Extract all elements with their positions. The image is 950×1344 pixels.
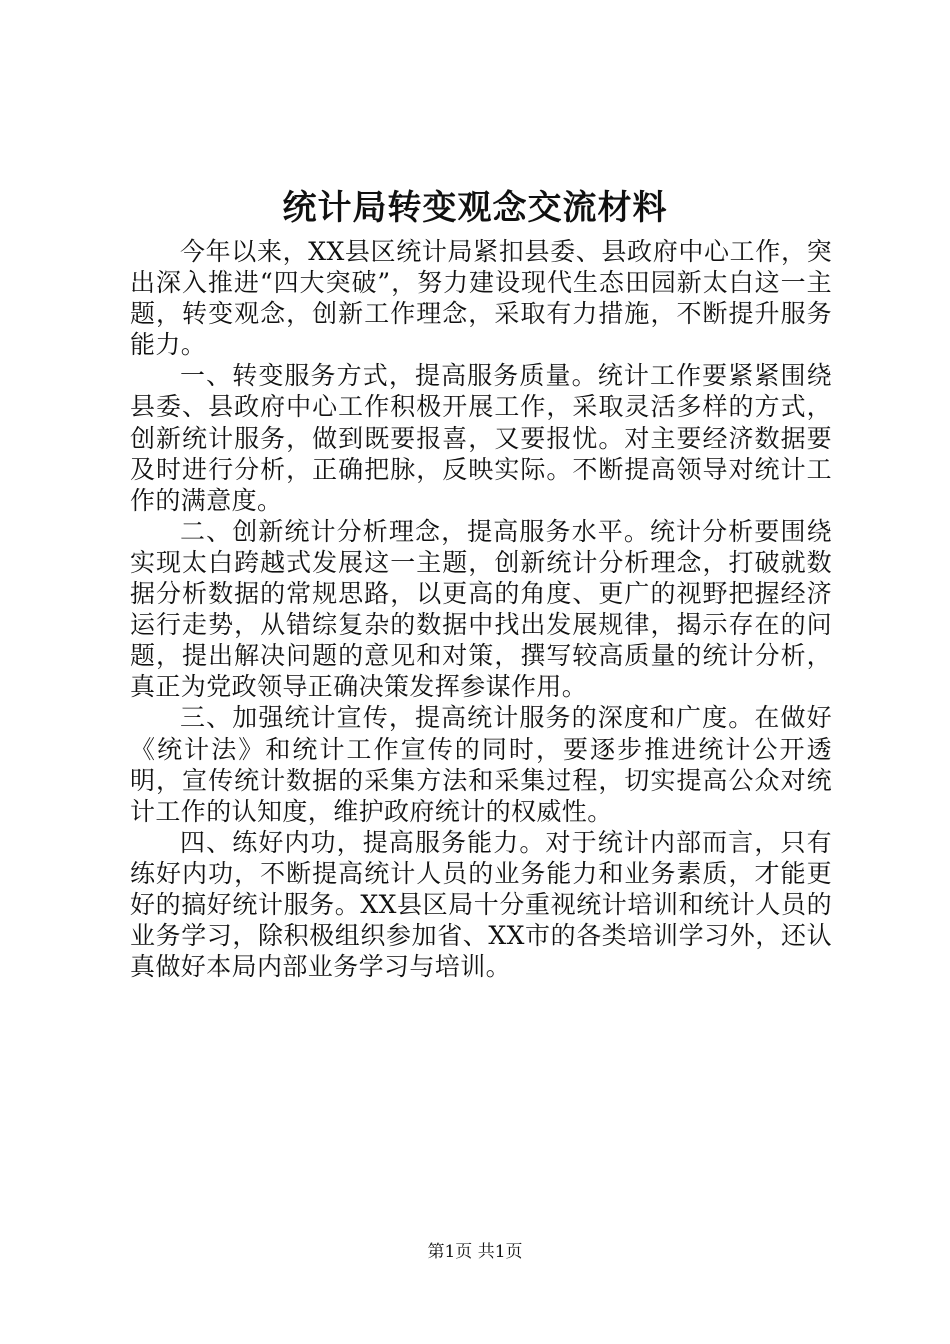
document-body [130,236,832,982]
paragraph-section-4: 四、练好内功，提高服务能力。对于统计内部而言，只有练好内功，不断提高统计人员的业务能力和业务素质，才能更好的搞好统计服务。XX县区局十分重视统计培训和统计人员的业务学习，除积极组织参加省、XX市的各类培训学习外，还认真做好本局内部业务学习与培训。 [130,827,832,982]
document-title: 统计局转变观念交流材料 [282,188,668,228]
page-footer: 第1页 共1页 [427,1242,523,1262]
paragraph-section-2: 二、创新统计分析理念，提高服务水平。统计分析要围绕实现太白跨越式发展这一主题，创新统计分析理念，打破就数据分析数据的常规思路，以更高的角度、更广的视野把握经济运行走势，从错综复杂的数据中找出发展规律，揭示存在的问题，提出解决问题的意见和对策，撰写较高质量的统计分析，真正为党政领导正确决策发挥参谋作用。 [130,516,832,702]
paragraph-section-1: 一、转变服务方式，提高服务质量。统计工作要紧紧围绕县委、县政府中心工作积极开展工作，采取灵活多样的方式，创新统计服务，做到既要报喜，又要报忧。对主要经济数据要及时进行分析，正确把脉，反映实际。不断提高领导对统计工作的满意度。 [130,361,832,515]
paragraph-section-3: 三、加强统计宣传，提高统计服务的深度和广度。在做好《统计法》和统计工作宣传的同时，要逐步推进统计公开透明，宣传统计数据的采集方法和采集过程，切实提高公众对统计工作的认知度，维护政府统计的权威性。 [130,703,832,826]
paragraph-intro: 今年以来，XX县区统计局紧扣县委、县政府中心工作，突出深入推进“四大突破”，努力建设现代生态田园新太白这一主题，转变观念，创新工作理念，采取有力措施，不断提升服务能力。 [130,237,832,360]
